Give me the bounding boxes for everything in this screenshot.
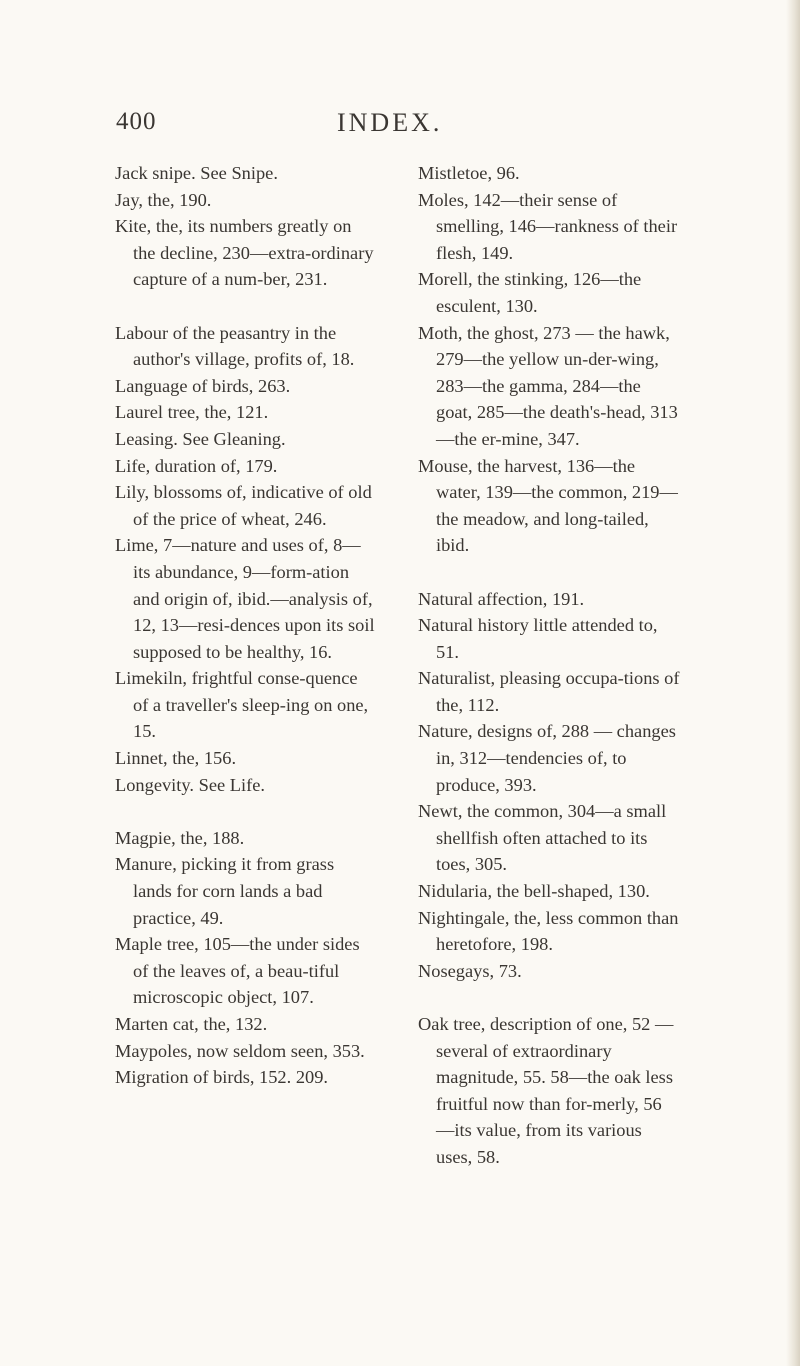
index-entry: Nightingale, the, less common than heretofore, 198. — [418, 907, 679, 955]
page-header — [0, 108, 800, 138]
index-entry: Migration of birds, 152. 209. — [115, 1067, 329, 1088]
index-entry: Mouse, the harvest, 136—the water, 139—the common, 219—the meadow, and long-tailed, ibid. — [418, 455, 678, 556]
index-entry: Natural history little attended to, 51. — [418, 615, 658, 662]
index-entry: Jay, the, 190. — [115, 189, 212, 210]
index-column-right — [418, 160, 680, 1171]
index-entry: Manure, picking it from grass lands for corn lands a bad practice, 49. — [115, 854, 335, 928]
index-entry: Newt, the common, 304—a small shellfish often attached to its toes, 305. — [418, 801, 667, 875]
page-edge-shadow — [786, 0, 800, 1366]
index-entry: Magpie, the, 188. — [115, 827, 245, 848]
index-entry: Naturalist, pleasing occupa-tions of the, 112. — [418, 668, 680, 715]
index-entry: Laurel tree, the, 121. — [115, 402, 269, 423]
index-entry: Lime, 7—nature and uses of, 8—its abundance, 9—form-ation and origin of, ibid.—analysis of, 12, 13—resi-dences upon its soil supposed to be healthy, 16. — [115, 535, 375, 662]
index-entry: Longevity. See Life. — [115, 774, 265, 795]
page-number: 400 — [116, 108, 157, 135]
index-entry: Lily, blossoms of, indicative of old of the price of wheat, 246. — [115, 482, 372, 529]
index-entry: Kite, the, its numbers greatly on the decline, 230—extra-ordinary capture of a num-ber, 231. — [115, 216, 374, 290]
index-entry: Language of birds, 263. — [115, 375, 291, 396]
index-entry: Limekiln, frightful conse-quence of a traveller's sleep-ing on one, 15. — [115, 668, 369, 742]
index-entry: Maple tree, 105—the under sides of the leaves of, a beau-tiful microscopic object, 107. — [115, 934, 360, 1008]
index-entry: Marten cat, the, 132. — [115, 1014, 268, 1034]
index-entry: Mistletoe, 96. — [418, 163, 520, 183]
index-entry: Leasing. See Gleaning. — [115, 428, 286, 449]
index-entry: Jack snipe. See Snipe. — [115, 163, 278, 183]
page-title: INDEX. — [337, 108, 443, 137]
index-entry: Linnet, the, 156. — [115, 748, 237, 769]
index-entry: Life, duration of, 179. — [115, 455, 278, 476]
index-entry: Natural affection, 191. — [418, 588, 585, 609]
index-entry: Morell, the stinking, 126—the esculent, 130. — [418, 269, 642, 316]
index-entry: Maypoles, now seldom seen, 353. — [115, 1040, 365, 1061]
index-entry: Nosegays, 73. — [418, 960, 522, 981]
index-entry: Nidularia, the bell-shaped, 130. — [418, 881, 650, 902]
index-entry: Moles, 142—their sense of smelling, 146—rankness of their flesh, 149. — [418, 189, 678, 263]
index-entry: Nature, designs of, 288 — changes in, 312—tendencies of, to produce, 393. — [418, 721, 676, 795]
index-column-left — [115, 160, 377, 1091]
index-entry: Labour of the peasantry in the author's village, profits of, 18. — [115, 322, 355, 370]
index-entry: Oak tree, description of one, 52 —several of extraordinary magnitude, 55. 58—the oak less fruitful now than for-merly, 56—its value, from its various uses, 58. — [418, 1014, 674, 1167]
index-entry: Moth, the ghost, 273 — the hawk, 279—the yellow un-der-wing, 283—the gamma, 284—the goat, 285—the death's-head, 313—the er-mine, 347. — [418, 322, 678, 449]
